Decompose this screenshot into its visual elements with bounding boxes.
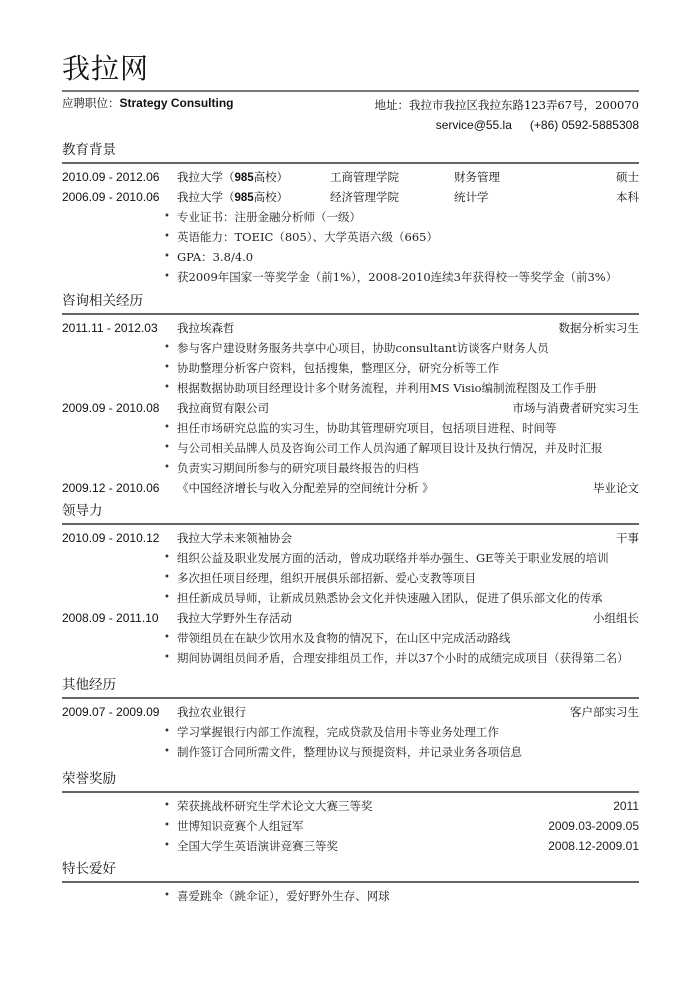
role: 客户部实习生 xyxy=(570,705,639,719)
organization: 我拉商贸有限公司 xyxy=(177,401,269,415)
bullet-icon: • xyxy=(164,632,170,643)
candidate-name: 我拉网 xyxy=(62,52,150,85)
list-item: • 担任市场研究总监的实习生，协助其管理研究项目，包括项目进程、时间等 xyxy=(62,418,639,438)
bullet-icon: • xyxy=(164,231,170,242)
list-item: • 担任新成员导师，让新成员熟悉协会文化并快速融入团队，促进了俱乐部文化的传承 xyxy=(62,588,639,608)
list-item: • 喜爱跳伞（跳伞证），爱好野外生存、网球 xyxy=(62,886,639,906)
college: 经济管理学院 xyxy=(330,190,399,204)
list-item: • 根据数据协助项目经理设计多个财务流程，并利用MS Visio编制流程图及工作手册 xyxy=(62,378,639,398)
bullet-icon: • xyxy=(164,840,170,851)
education-entry xyxy=(62,167,639,187)
list-item: • 期间协调组员间矛盾，合理安排组员工作，并以37个小时的成绩完成项目（获得第二名） xyxy=(62,648,639,668)
section-hobbies xyxy=(62,860,639,906)
honor-item: • 全国大学生英语演讲竞赛三等奖 2008.12-2009.01 xyxy=(62,836,639,856)
list-item: • 专业证书：注册金融分析师（一级） xyxy=(62,207,639,227)
honor-item: • 世博知识竞赛个人组冠军 2009.03-2009.05 xyxy=(62,816,639,836)
list-item: • 学习掌握银行内部工作流程，完成贷款及信用卡等业务处理工作 xyxy=(62,722,639,742)
entry-date: 2009.09 - 2010.08 xyxy=(62,401,160,415)
entry-date: 2009.12 - 2010.06 xyxy=(62,481,160,495)
school-name: 我拉大学（985高校） xyxy=(177,170,289,184)
list-item: • 组织公益及职业发展方面的活动，曾成功联络并举办强生、GE等关于职业发展的培训 xyxy=(62,548,639,568)
section-other-experience xyxy=(62,676,639,762)
section-divider xyxy=(62,791,639,793)
bullet-icon: • xyxy=(164,726,170,737)
bullet-icon: • xyxy=(164,211,170,222)
list-item: • 参与客户建设财务服务共享中心项目，协助consultant访谈客户财务人员 xyxy=(62,338,639,358)
list-item: • 获2009年国家一等奖学金（前1%），2008-2010连续3年获得校一等奖学金（前3%） xyxy=(62,267,639,287)
section-title: 其他经历 xyxy=(62,677,116,693)
role: 毕业论文 xyxy=(593,481,639,495)
entry-date: 2008.09 - 2011.10 xyxy=(62,611,159,625)
bullet-icon: • xyxy=(164,342,170,353)
list-item: • 英语能力：TOEIC（805）、大学英语六级（665） xyxy=(62,227,639,247)
section-divider xyxy=(62,313,639,315)
section-consulting xyxy=(62,292,639,498)
major: 财务管理 xyxy=(454,170,500,184)
degree: 硕士 xyxy=(616,170,639,184)
bullet-icon: • xyxy=(164,552,170,563)
section-divider xyxy=(62,162,639,164)
experience-entry xyxy=(62,608,639,628)
bullet-icon: • xyxy=(164,800,170,811)
section-leadership xyxy=(62,502,639,668)
organization: 我拉农业银行 xyxy=(177,705,246,719)
thesis-entry xyxy=(62,478,639,498)
degree: 本科 xyxy=(616,190,639,204)
bullet-icon: • xyxy=(164,271,170,282)
experience-entry xyxy=(62,398,639,418)
section-education xyxy=(62,141,639,287)
list-item: • 多次担任项目经理，组织开展俱乐部招新、爱心支教等项目 xyxy=(62,568,639,588)
section-divider xyxy=(62,881,639,883)
major: 统计学 xyxy=(454,190,489,204)
school-name: 我拉大学（985高校） xyxy=(177,190,289,204)
list-item: • GPA：3.8/4.0 xyxy=(62,247,639,267)
list-item: • 带领组员在在缺少饮用水及食物的情况下，在山区中完成活动路线 xyxy=(62,628,639,648)
bullet-icon: • xyxy=(164,820,170,831)
bullet-icon: • xyxy=(164,362,170,373)
list-item: • 制作签订合同所需文件，整理协议与预提资料，并记录业务各项信息 xyxy=(62,742,639,762)
bullet-icon: • xyxy=(164,746,170,757)
organization: 我拉大学野外生存活动 xyxy=(177,611,292,625)
role: 数据分析实习生 xyxy=(558,321,639,335)
education-entry xyxy=(62,187,639,207)
bullet-icon: • xyxy=(164,572,170,583)
position-value: Strategy Consulting xyxy=(119,96,234,110)
section-title: 教育背景 xyxy=(62,142,116,158)
role: 市场与消费者研究实习生 xyxy=(512,401,639,415)
section-divider xyxy=(62,697,639,699)
entry-date: 2010.09 - 2012.06 xyxy=(62,170,160,184)
bullet-icon: • xyxy=(164,422,170,433)
section-title: 荣誉奖励 xyxy=(62,771,116,787)
position-applied xyxy=(62,95,234,111)
address: 地址：我拉市我拉区我拉东路123弄67号，200070 xyxy=(374,98,639,112)
entry-date: 2006.09 - 2010.06 xyxy=(62,190,160,204)
section-title: 咨询相关经历 xyxy=(62,293,143,309)
role: 干事 xyxy=(616,531,639,545)
section-honors xyxy=(62,770,639,856)
bullet-icon: • xyxy=(164,890,170,901)
experience-entry xyxy=(62,702,639,722)
contact-info xyxy=(375,95,639,135)
honor-date: 2008.12-2009.01 xyxy=(548,839,639,853)
bullet-icon: • xyxy=(164,251,170,262)
bullet-icon: • xyxy=(164,442,170,453)
list-item: • 与公司相关品牌人员及咨询公司工作人员沟通了解项目设计及执行情况，并及时汇报 xyxy=(62,438,639,458)
bullet-icon: • xyxy=(164,462,170,473)
organization: 我拉埃森哲 xyxy=(177,321,235,335)
bullet-icon: • xyxy=(164,652,170,663)
honor-item: • 荣获挑战杯研究生学术论文大赛三等奖 2011 xyxy=(62,796,639,816)
list-item: • 负责实习期间所参与的研究项目最终报告的归档 xyxy=(62,458,639,478)
experience-entry xyxy=(62,528,639,548)
position-label: 应聘职位： xyxy=(62,96,120,110)
section-title: 特长爱好 xyxy=(62,861,116,877)
experience-entry xyxy=(62,318,639,338)
phone: (+86) 0592-5885308 xyxy=(529,118,639,132)
college: 工商管理学院 xyxy=(330,170,399,184)
honor-date: 2011 xyxy=(613,799,639,813)
thesis-title: 《中国经济增长与收入分配差异的空间统计分析 》 xyxy=(177,481,434,495)
entry-date: 2009.07 - 2009.09 xyxy=(62,705,160,719)
list-item: • 协助整理分析客户资料，包括搜集，整理区分，研究分析等工作 xyxy=(62,358,639,378)
honor-date: 2009.03-2009.05 xyxy=(548,819,639,833)
entry-date: 2011.11 - 2012.03 xyxy=(62,321,158,335)
section-title: 领导力 xyxy=(62,503,103,519)
bullet-icon: • xyxy=(164,382,170,393)
role: 小组组长 xyxy=(593,611,639,625)
entry-date: 2010.09 - 2010.12 xyxy=(62,531,160,545)
organization: 我拉大学未来领袖协会 xyxy=(177,531,292,545)
section-divider xyxy=(62,523,639,525)
header-divider xyxy=(62,90,639,92)
email-link[interactable]: service@55.la xyxy=(435,118,512,132)
bullet-icon: • xyxy=(164,592,170,603)
